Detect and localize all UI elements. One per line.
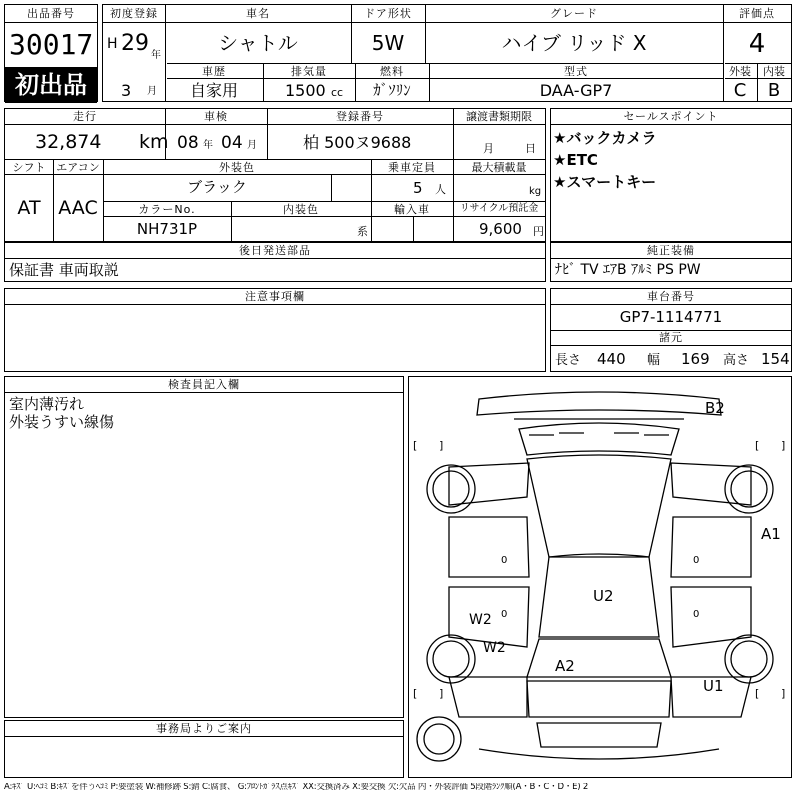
damage-mark: W2: [469, 612, 492, 628]
svg-text:]: ]: [439, 687, 444, 700]
ac: AAC: [58, 197, 98, 219]
era: H: [107, 36, 118, 52]
year-unit: 年: [151, 50, 161, 61]
car-outline: [409, 377, 791, 777]
equipment-value: ﾅﾋﾞ TV ｴｱB ｱﾙﾐ PS PW: [555, 262, 701, 278]
sales-points-label: セールスポイント: [623, 110, 719, 123]
month-unit: 月: [147, 86, 157, 97]
svg-text:0: 0: [693, 555, 700, 566]
inspection-year: 08: [177, 133, 199, 153]
inspector-line: 室内薄汚れ: [9, 395, 85, 413]
inspection-year-unit: 年: [203, 140, 213, 151]
max-load-unit: kg: [529, 186, 542, 197]
lot-number: 30017: [9, 28, 94, 61]
capacity-label: 乗車定員: [388, 161, 436, 174]
month: 3: [121, 81, 132, 100]
damage-mark: A2: [555, 657, 575, 675]
inspector-box: [4, 376, 404, 718]
exterior-label: 外装: [729, 65, 751, 78]
details-box: [4, 108, 546, 242]
svg-text:0: 0: [693, 609, 700, 620]
inspection-month: 04: [221, 133, 243, 153]
damage-mark: B2: [705, 399, 725, 417]
lot-box: [4, 4, 98, 102]
int-color-label: 内装色: [283, 203, 319, 216]
damage-mark: U2: [593, 587, 614, 605]
svg-text:[: [: [755, 439, 760, 452]
displacement-label: 排気量: [291, 65, 327, 78]
sales-points-box: [550, 108, 792, 242]
mileage-unit: km: [139, 131, 169, 153]
damage-mark: W2: [483, 640, 506, 656]
svg-text:0: 0: [501, 555, 508, 566]
sales-point-item: ★ETC: [553, 151, 598, 169]
ext-color-label: 外装色: [219, 161, 255, 174]
color-no-label: カラーNo.: [138, 203, 196, 216]
mileage-label: 走行: [73, 110, 97, 123]
grade: ハイブ リッド X: [501, 31, 647, 55]
displacement-unit: cc: [331, 86, 344, 99]
reg-number: 柏 500ヌ9688: [303, 133, 412, 152]
fuel-label: 燃料: [380, 65, 404, 78]
score: 4: [748, 29, 766, 59]
width: 169: [681, 350, 710, 368]
sales-point-item: ★バックカメラ: [553, 129, 657, 147]
max-load-label: 最大積載量: [471, 161, 527, 174]
svg-text:[: [: [413, 687, 418, 700]
recycle-label: リサイクル預託金: [459, 203, 539, 214]
shift-label: シフト: [12, 161, 46, 174]
inspection-month-unit: 月: [247, 140, 257, 151]
mileage: 32,874: [35, 131, 102, 153]
recycle-unit: 円: [533, 225, 544, 238]
first-reg-label: 初度登録: [110, 7, 158, 20]
notes-label: 注意事項欄: [245, 290, 305, 303]
door-label: ドア形状: [364, 7, 412, 20]
reg-label: 登録番号: [336, 110, 384, 123]
history: 自家用: [189, 81, 238, 100]
damage-mark: A1: [761, 525, 781, 543]
length-label: 長さ: [555, 353, 582, 368]
dimensions-label: 諸元: [659, 331, 683, 344]
inspection-label: 車検: [204, 110, 228, 123]
svg-text:]: ]: [781, 439, 786, 452]
later-parts-box: [4, 242, 546, 282]
import-label: 輸入車: [394, 203, 430, 216]
legend: A:ｷｽﾞ U:ﾍｺﾐ B:ｷｽﾞを伴うﾍｺﾐ P:要塗装 W:補修跡 S:錆 C:腐食、 G:ﾌﾛﾝﾄｶﾞﾗｽ点ｷｽﾞ XX:交換済み X:要交換 欠:欠品 内・外装評価 5段階ﾗﾝｸ順(A・B・C・D・E) 2: [4, 783, 589, 792]
later-parts-label: 後日発送部品: [239, 244, 311, 257]
exterior-grade: C: [733, 80, 747, 101]
transfer-month-unit: 月: [483, 142, 494, 155]
chassis-label: 車台番号: [647, 290, 695, 303]
transfer-day-unit: 日: [525, 142, 536, 155]
int-color-unit: 系: [357, 225, 368, 238]
car-name: シャトル: [218, 31, 298, 55]
inspector-line: 外装うすい線傷: [9, 413, 115, 431]
shift: AT: [17, 197, 41, 219]
office-box: [4, 720, 404, 778]
equipment-label: 純正装備: [647, 244, 695, 257]
interior-label: 内装: [763, 65, 785, 78]
damage-mark: U1: [703, 677, 724, 695]
inspector-label: 検査員記入欄: [168, 378, 240, 391]
fuel: ｶﾞｿﾘﾝ: [373, 81, 411, 99]
height: 154: [761, 350, 790, 368]
ac-label: エアコン: [56, 161, 100, 174]
car-diagram: [408, 376, 792, 778]
grade-label: グレード: [550, 7, 598, 20]
width-label: 幅: [647, 353, 661, 368]
first-time-badge: 初出品: [5, 67, 97, 103]
lot-label: 出品番号: [27, 7, 75, 20]
ext-color: ブラック: [187, 178, 247, 196]
notes-box: [4, 288, 546, 372]
transfer-label: 譲渡書類期限: [466, 110, 532, 123]
height-label: 高さ: [723, 353, 750, 368]
color-no: NH731P: [136, 220, 198, 238]
recycle: 9,600: [479, 220, 522, 238]
capacity: 5: [413, 179, 423, 197]
car-name-label: 車名: [246, 7, 270, 20]
displacement: 1500: [285, 81, 326, 100]
score-label: 評価点: [739, 7, 775, 20]
door: 5W: [371, 31, 405, 55]
chassis-number: GP7-1114771: [619, 308, 723, 326]
capacity-unit: 人: [435, 183, 446, 196]
interior-grade: B: [767, 80, 781, 101]
later-parts-value: 保証書 車両取説: [9, 261, 119, 279]
vehicle-header-box: [102, 4, 792, 102]
year: 29: [121, 31, 149, 56]
office-label: 事務局よりご案内: [156, 722, 252, 735]
history-label: 車歴: [202, 65, 226, 78]
sales-point-item: ★スマートキー: [553, 173, 657, 191]
svg-text:]: ]: [781, 687, 786, 700]
svg-text:[: [: [413, 439, 418, 452]
length: 440: [597, 350, 626, 368]
svg-text:[: [: [755, 687, 760, 700]
equipment-box: [550, 242, 792, 282]
model-label: 型式: [564, 65, 588, 78]
svg-text:0: 0: [501, 609, 508, 620]
chassis-box: [550, 288, 792, 372]
svg-text:]: ]: [439, 439, 444, 452]
model: DAA-GP7: [539, 81, 613, 100]
